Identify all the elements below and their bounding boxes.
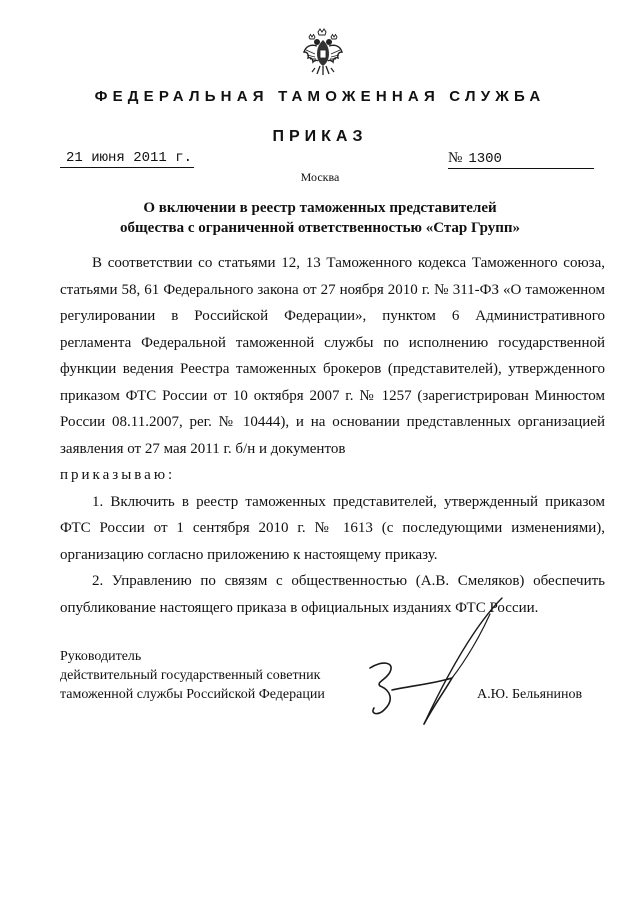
russian-coat-of-arms-icon: [303, 28, 343, 76]
signer-position-line-1: Руководитель: [60, 649, 142, 664]
city: Москва: [300, 170, 340, 184]
order-number: 1300: [468, 151, 502, 167]
number-sign: №: [448, 150, 463, 166]
order-date: 21 июня 2011 г.: [60, 149, 194, 168]
handwritten-signature: [340, 590, 520, 740]
order-number-block: [448, 149, 594, 169]
title-line-1: О включении в реестр таможенных представителей: [143, 200, 497, 216]
signer-position: [60, 647, 325, 704]
title-line-2: общества с ограниченной ответственностью «Стар Групп»: [119, 220, 521, 236]
agency-name: ФЕДЕРАЛЬНАЯ ТАМОЖЕННАЯ СЛУЖБА: [94, 88, 546, 105]
order-word-paragraph: [60, 462, 605, 489]
signer-name: А.Ю. Бельянинов: [477, 687, 583, 702]
preamble-paragraph: В соответствии со статьями 12, 13 Таможенного кодекса Таможенного союза, статьями 58, 61 Федерального закона от 27 ноября 2010 г. № 311-ФЗ «О таможенном регулировании в Российской Федерации», пунктом 6 Административного регламента Федеральной таможенной службы по исполнению государственной функции ведения Реестра таможенных брокеров (представителей), утвержденного приказом ФТС России от 10 октября 2007 г. № 1257 (зарегистрирован Минюстом России 08.11.2007, рег. № 10444), и на основании представленных организацией заявления от 27 мая 2011 г. б/н и документов: [60, 255, 605, 457]
order-item-1: 1. Включить в реестр таможенных представителей, утвержденный приказом ФТС России от 1 сентября 2010 г. № 1613 (с последующими изменениями), организацию согласно приложению к настоящему приказу.: [60, 493, 605, 563]
document-body: [60, 250, 605, 621]
document-type: ПРИКАЗ: [272, 128, 368, 145]
order-word: приказываю:: [60, 467, 176, 483]
document-title: [0, 198, 640, 238]
signer-position-line-3: таможенной службы Российской Федерации: [60, 687, 325, 702]
signer-position-line-2: действительный государственный советник: [60, 668, 321, 683]
order-item-2: 2. Управлению по связям с общественностью (А.В. Смеляков) обеспечить опубликование настоящего приказа в официальных изданиях ФТС России.: [60, 573, 605, 616]
